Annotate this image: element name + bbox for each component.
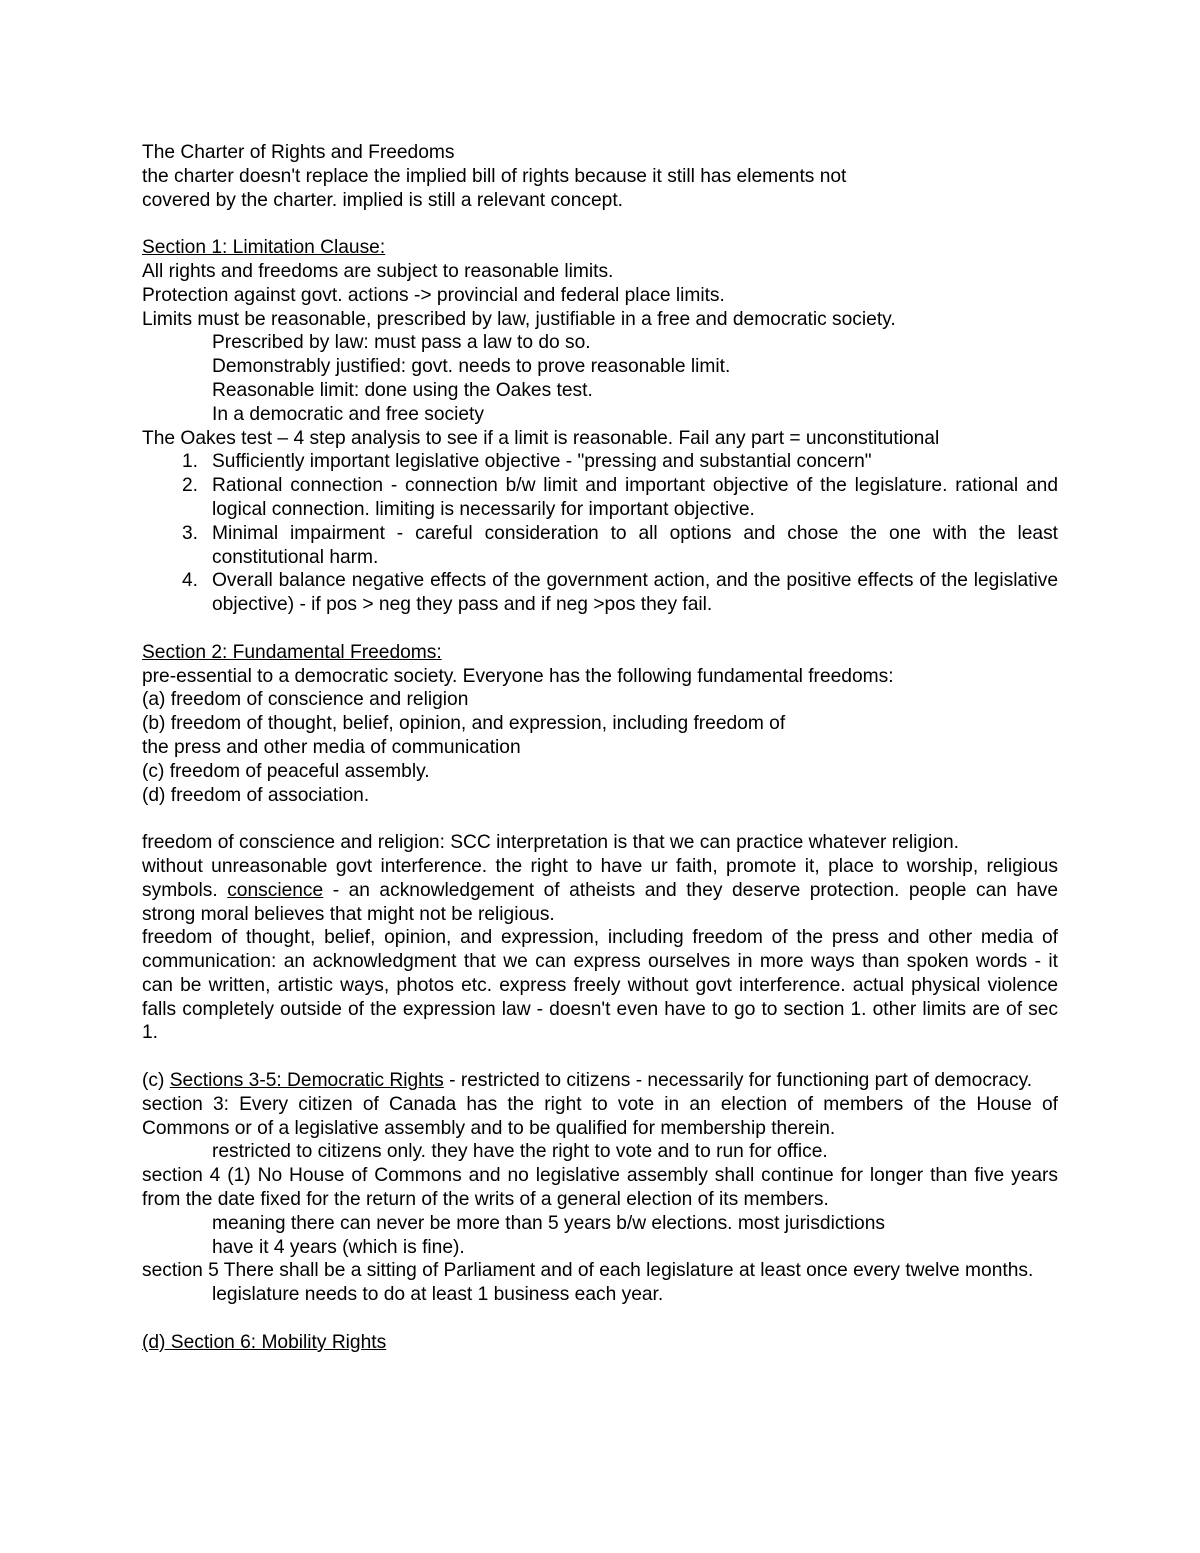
expression-paragraph: freedom of thought, belief, opinion, and expression, including freedom of the press and other media of communication: an acknowledgment that we can express ourselves in more ways than spoken words - it can be written, artistic ways, photos etc. express freely without govt interference. actual physical violence falls completely outside of the expression law - doesn't even have to go to section 1. other limits are of sec 1. (142, 927, 1058, 1044)
step-text: Sufficiently important legislative objective - "pressing and substantial concern" (212, 451, 872, 473)
section-2-line: (a) freedom of conscience and religion (142, 689, 469, 711)
section-3-note: restricted to citizens only. they have the right to vote and to run for office. (212, 1141, 828, 1163)
conscience-paragraph (142, 855, 1058, 926)
oakes-test-line: The Oakes test – 4 step analysis to see if a limit is reasonable. Fail any part = unconstitutional (142, 427, 940, 449)
step-number: 4. (181, 570, 198, 592)
section-6-heading: (d) Section 6: Mobility Rights (142, 1331, 387, 1353)
step-number: 1. (181, 451, 198, 473)
intro-line: covered by the charter. implied is still a relevant concept. (142, 189, 623, 211)
step-text: Minimal impairment - careful consideration to all options and chose the one with the least constitutional harm. (212, 522, 1058, 568)
step-number: 3. (181, 522, 198, 544)
conscience-text: - an acknowledgement of atheists and they deserve protection. people can have strong moral believes that might not be religious. (142, 879, 1058, 925)
section-2-line: (b) freedom of thought, belief, opinion, and expression, including freedom of (142, 713, 786, 735)
document-body (142, 141, 1058, 1355)
section-4-note: meaning there can never be more than 5 years b/w elections. most jurisdictions (212, 1212, 885, 1234)
section-1-line: Protection against govt. actions -> provincial and federal place limits. (142, 284, 725, 306)
section-5-note: legislature needs to do at least 1 business each year. (212, 1284, 664, 1306)
section-4-note: have it 4 years (which is fine). (212, 1236, 465, 1258)
section-3-5-prefix: (c) (142, 1070, 170, 1092)
section-5-text: section 5 There shall be a sitting of Parliament and of each legislature at least once every twelve months. (142, 1260, 1034, 1282)
oakes-step (142, 569, 1058, 617)
step-text: Overall balance negative effects of the government action, and the positive effects of the legislative objective) - if pos > neg they pass and if neg >pos they fail. (212, 570, 1058, 616)
oakes-step (142, 474, 1058, 522)
intro-line: the charter doesn't replace the implied bill of rights because it still has elements not (142, 165, 847, 187)
section-3-5-intro (142, 1069, 1058, 1093)
section-2-line: pre-essential to a democratic society. Everyone has the following fundamental freedoms: (142, 665, 894, 687)
oakes-step (142, 450, 1058, 474)
section-4-text: section 4 (1) No House of Commons and no legislative assembly shall continue for longer than five years from the date fixed for the return of the writs of a general election of its members. (142, 1165, 1058, 1211)
section-1-line: All rights and freedoms are subject to reasonable limits. (142, 260, 614, 282)
section-2-line: the press and other media of communication (142, 736, 521, 758)
section-1-heading: Section 1: Limitation Clause: (142, 237, 386, 259)
section-1-sub-line: Prescribed by law: must pass a law to do so. (212, 332, 591, 354)
section-3-5-desc: - restricted to citizens - necessarily for functioning part of democracy. (443, 1070, 1033, 1092)
section-2-heading: Section 2: Fundamental Freedoms: (142, 641, 442, 663)
doc-title: The Charter of Rights and Freedoms (142, 142, 455, 163)
section-3-text: section 3: Every citizen of Canada has the right to vote in an election of members of the House of Commons or of a legislative assembly and to be qualified for membership therein. (142, 1093, 1058, 1139)
section-1-sub-line: Reasonable limit: done using the Oakes test. (212, 379, 593, 401)
conscience-paragraph-first-line: freedom of conscience and religion: SCC interpretation is that we can practice whatever religion. (142, 832, 959, 854)
section-1-sub-line: Demonstrably justified: govt. needs to prove reasonable limit. (212, 356, 731, 378)
section-2-line: (c) freedom of peaceful assembly. (142, 760, 430, 782)
conscience-text: without unreasonable govt interference. the right to have ur faith, promote it, place to worship, religious symbols. (142, 855, 1058, 901)
step-number: 2. (181, 475, 198, 497)
oakes-step (142, 522, 1058, 570)
step-text: Rational connection - connection b/w limit and important objective of the legislature. rational and logical connection. limiting is necessarily for important objective. (212, 475, 1058, 520)
section-1-sub-line: In a democratic and free society (212, 403, 484, 425)
section-3-5-heading: Sections 3-5: Democratic Rights (169, 1070, 444, 1092)
section-1-line: Limits must be reasonable, prescribed by law, justifiable in a free and democratic society. (142, 308, 896, 330)
section-2-line: (d) freedom of association. (142, 784, 370, 806)
conscience-term: conscience (227, 879, 324, 901)
